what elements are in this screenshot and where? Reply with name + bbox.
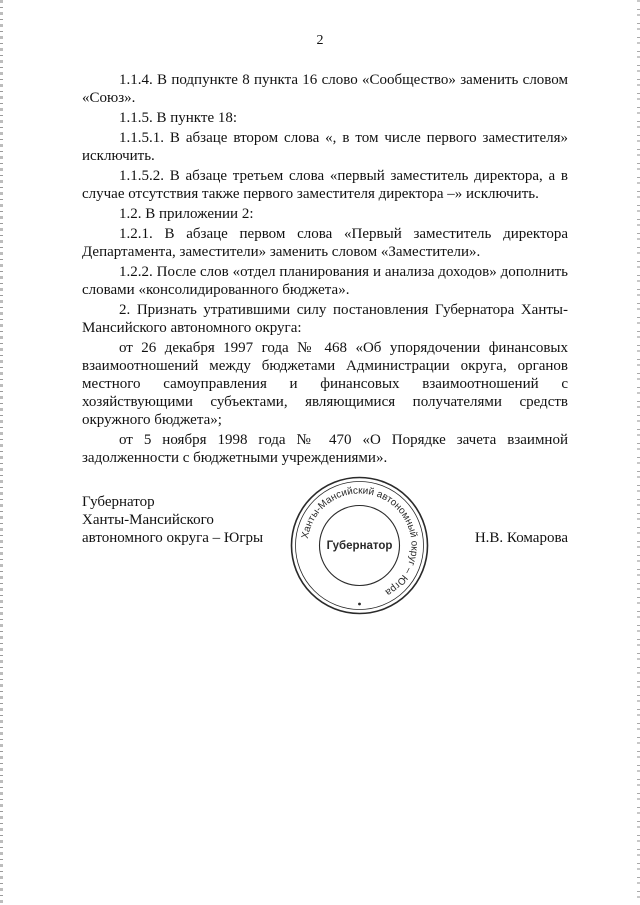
paragraph-repeal-470: от 5 ноября 1998 года № 470 «О Порядке зачета взаимной задолженности с бюджетными учреждениями».: [82, 432, 568, 466]
signature-block: [82, 485, 568, 613]
seal-ring-text: Ханты-Мансийский автономный округ – Югра: [299, 485, 420, 598]
document-body: [82, 71, 568, 469]
paragraph-repeal-468: от 26 декабря 1997 года № 468 «Об упорядочении финансовых взаимоотношений между бюджетами Администрации округа, органов местного самоуправления и финансовых взаимоотношений с хозяйствующими субъектами, являющимися получателями средств окружного бюджета»;: [82, 340, 568, 428]
paragraph-1-2: 1.2. В приложении 2:: [119, 206, 254, 222]
signatory-title-line-3: автономного округа – Югры: [82, 530, 264, 546]
official-seal: [287, 473, 432, 618]
paragraph-1-2-2: 1.2.2. После слов «отдел планирования и анализа доходов» дополнить словами «консолидированного бюджета».: [82, 264, 568, 298]
signer-name: Н.В. Комарова: [474, 530, 568, 546]
signatory-title-line-2: Ханты-Мансийского: [82, 512, 214, 528]
paragraph-1-1-5: 1.1.5. В пункте 18:: [119, 110, 238, 126]
page-number: 2: [316, 33, 324, 48]
paragraph-2: 2. Признать утратившими силу постановления Губернатора Ханты-Мансийского автономного округа:: [82, 302, 568, 336]
scan-left-edge: [0, 0, 3, 905]
seal-center-text: Губернатор: [326, 540, 393, 552]
signatory-title-line-1: Губернатор: [82, 494, 155, 510]
paragraph-1-1-4: 1.1.4. В подпункте 8 пункта 16 слово «Сообщество» заменить словом «Союз».: [82, 72, 568, 106]
signatory-title: [82, 493, 263, 547]
paragraph-1-1-5-2: 1.1.5.2. В абзаце третьем слова «первый заместитель директора, а в случае отсутствия также первого заместителя директора –» исключить.: [82, 168, 568, 202]
paragraph-1-2-1: 1.2.1. В абзаце первом слова «Первый заместитель директора Департамента, заместители» заменить словом «Заместители».: [82, 226, 568, 260]
seal-dot: [358, 603, 361, 606]
paragraph-1-1-5-1: 1.1.5.1. В абзаце втором слова «, в том числе первого заместителя» исключить.: [82, 130, 568, 164]
